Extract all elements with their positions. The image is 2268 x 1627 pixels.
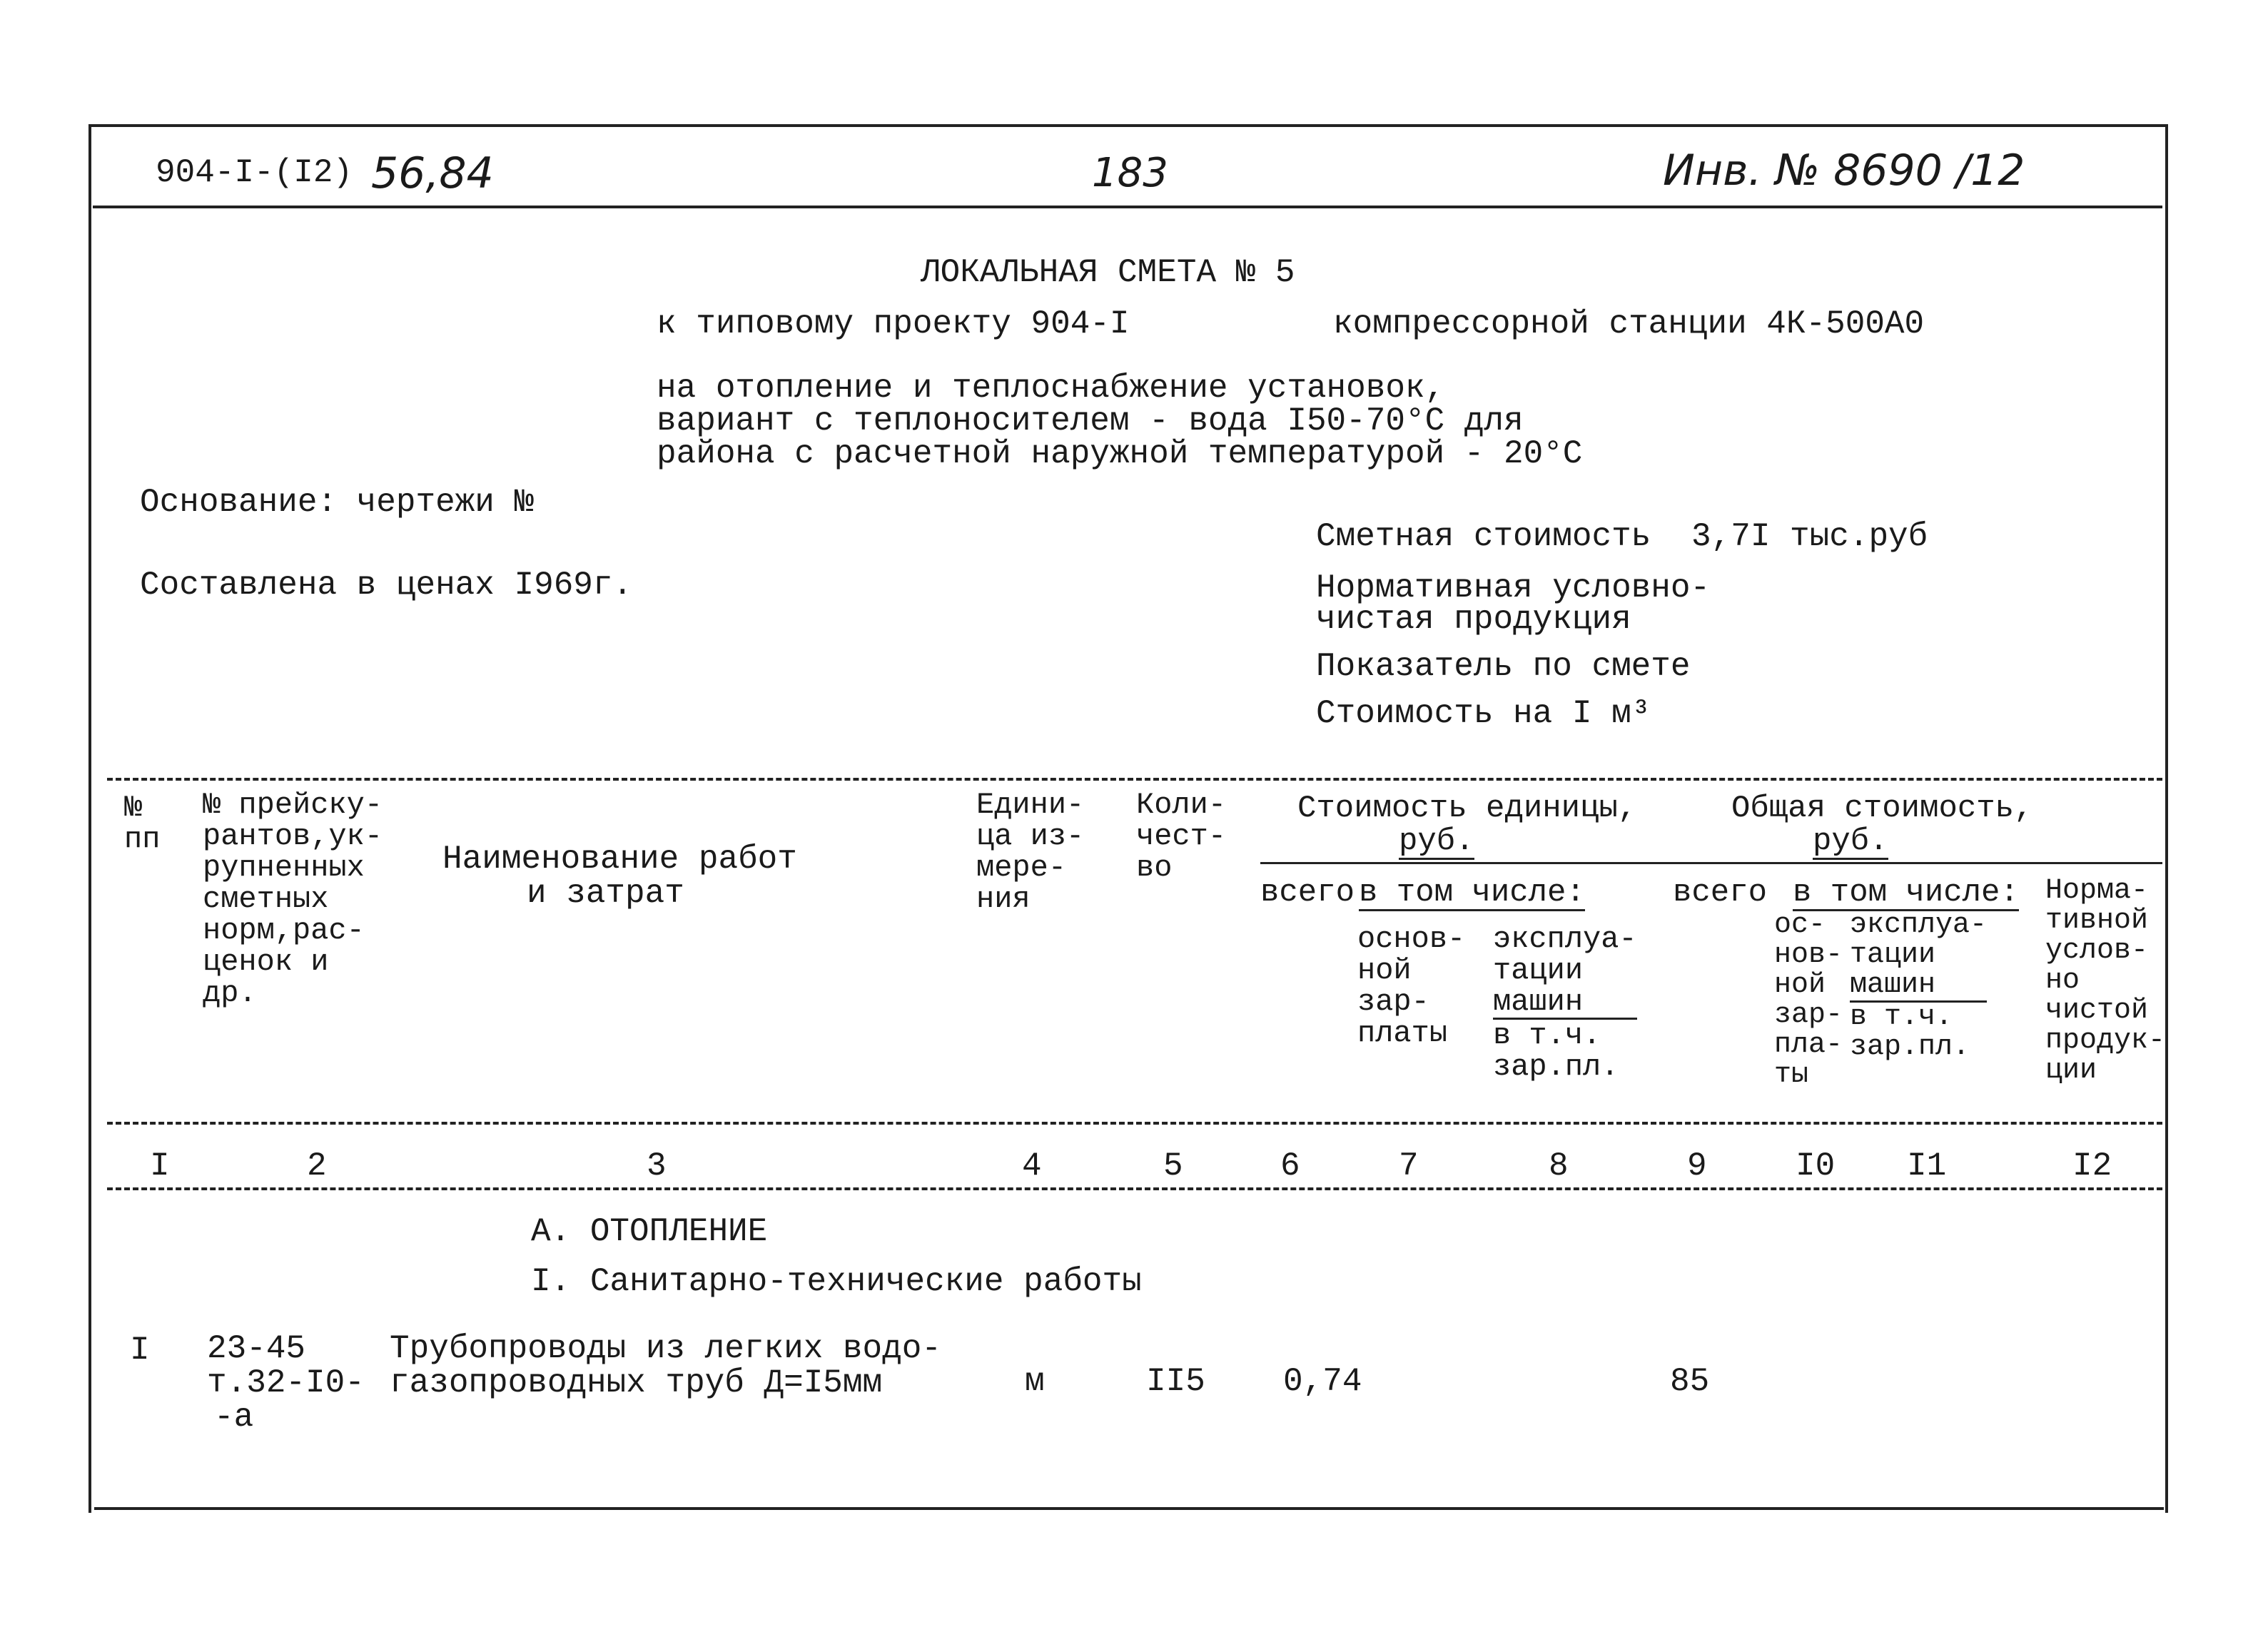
station-name: компрессорной станции 4К-500А0 xyxy=(1333,305,1925,343)
normative-production-header: Норма- тивной услов- но чистой продук- ции xyxy=(2045,875,2166,1087)
table-top-rule xyxy=(107,778,2162,781)
col-header-quantity: Коли- чест- во xyxy=(1136,788,1227,885)
indicator-label: Показатель по смете xyxy=(1316,648,1691,685)
column-number-rule xyxy=(107,1187,2162,1190)
unit-cost-wages-header: основ- ной зар- платы xyxy=(1357,922,1466,1050)
colnum-12: I2 xyxy=(2072,1147,2112,1185)
norm-label-2: чистая продукция xyxy=(1316,601,1631,638)
total-cost-total-header: всего xyxy=(1673,875,1768,911)
cost-label: Сметная стоимость xyxy=(1316,518,1651,555)
page-number: 183 xyxy=(1092,150,1168,196)
unit-cost-total-header: всего xyxy=(1260,875,1355,911)
colnum-4: 4 xyxy=(1022,1147,1042,1185)
frame-bottom-line xyxy=(94,1507,2164,1510)
colnum-9: 9 xyxy=(1687,1147,1707,1185)
col-header-unit: Едини- ца из- мере- ния xyxy=(976,788,1085,916)
cost-value: 3,7I тыс.руб xyxy=(1691,518,1928,555)
header-rule xyxy=(93,206,2162,208)
colnum-1: I xyxy=(150,1147,170,1185)
colnum-6: 6 xyxy=(1280,1147,1300,1185)
total-cost-including-header: в том числе: xyxy=(1793,875,2019,911)
title-line-4: района с расчетной наружной температурой - 20°С xyxy=(657,435,1583,472)
total-cost-header: Общая стоимость, xyxy=(1731,791,2033,826)
colnum-3: 3 xyxy=(647,1147,667,1185)
prices-text: Составлена в ценах I969г. xyxy=(140,567,633,604)
colnum-5: 5 xyxy=(1163,1147,1183,1185)
colnum-8: 8 xyxy=(1549,1147,1569,1185)
estimate-heading: ЛОКАЛЬНАЯ СМЕТА № 5 xyxy=(921,254,1295,291)
unit-cost-machines-header: эксплуа- тации машин в т.ч. зар.пл. xyxy=(1493,922,1637,1084)
row-unit: м xyxy=(1025,1363,1045,1400)
col-header-work-name: Наименование работ и затрат xyxy=(442,841,797,912)
total-cost-machines-header: эксплуа- тации машин в т.ч. зар.пл. xyxy=(1850,909,1988,1063)
row-price-code: 23-45 т.32-I0- -а xyxy=(207,1330,365,1436)
unit-cost-header: Стоимость единицы, xyxy=(1297,791,1637,826)
basis-text: Основание: чертежи № xyxy=(140,484,535,521)
title-line-2: на отопление и теплоснабжение установок, xyxy=(657,370,1445,407)
doc-code-handwritten: 56,84 xyxy=(371,148,494,198)
col-header-price-code: № прейску- рантов,ук- рупненных сметных норм,рас- ценок и др. xyxy=(203,788,383,1010)
colnum-10: I0 xyxy=(1796,1147,1836,1185)
row-total: 85 xyxy=(1670,1363,1710,1400)
total-cost-currency: руб. xyxy=(1813,823,1888,859)
row-number: I xyxy=(130,1332,150,1369)
unit-cost-including-header: в том числе: xyxy=(1359,875,1585,911)
doc-code: 904-I-(I2) xyxy=(156,154,353,191)
per-m3-label: Стоимость на I м³ xyxy=(1316,695,1651,732)
colnum-11: I1 xyxy=(1907,1147,1947,1185)
title-line-3: вариант с теплоносителем - вода I50-70°С для xyxy=(657,402,1524,440)
header-bottom-rule xyxy=(107,1122,2162,1125)
unit-cost-currency: руб. xyxy=(1399,823,1474,859)
colnum-7: 7 xyxy=(1399,1147,1419,1185)
row-quantity: II5 xyxy=(1146,1363,1205,1400)
colnum-2: 2 xyxy=(307,1147,327,1185)
total-cost-wages-header: ос- нов- ной зар- пла- ты xyxy=(1774,909,1843,1091)
norm-label-1: Нормативная условно- xyxy=(1316,569,1711,607)
row-work-name: Трубопроводы из легких водо- газопроводных труб Д=I5мм xyxy=(390,1330,941,1402)
project-reference: к типовому проекту 904-I xyxy=(657,305,1130,343)
cost-group-rule xyxy=(1260,862,2162,864)
subsection-heading: I. Санитарно-технические работы xyxy=(531,1263,1142,1300)
inventory-number: Инв. № 8690 /12 xyxy=(1663,146,2025,196)
col-header-num: № пп xyxy=(124,791,161,856)
row-unit-total: 0,74 xyxy=(1283,1363,1362,1400)
section-heading: А. ОТОПЛЕНИЕ xyxy=(531,1213,768,1250)
